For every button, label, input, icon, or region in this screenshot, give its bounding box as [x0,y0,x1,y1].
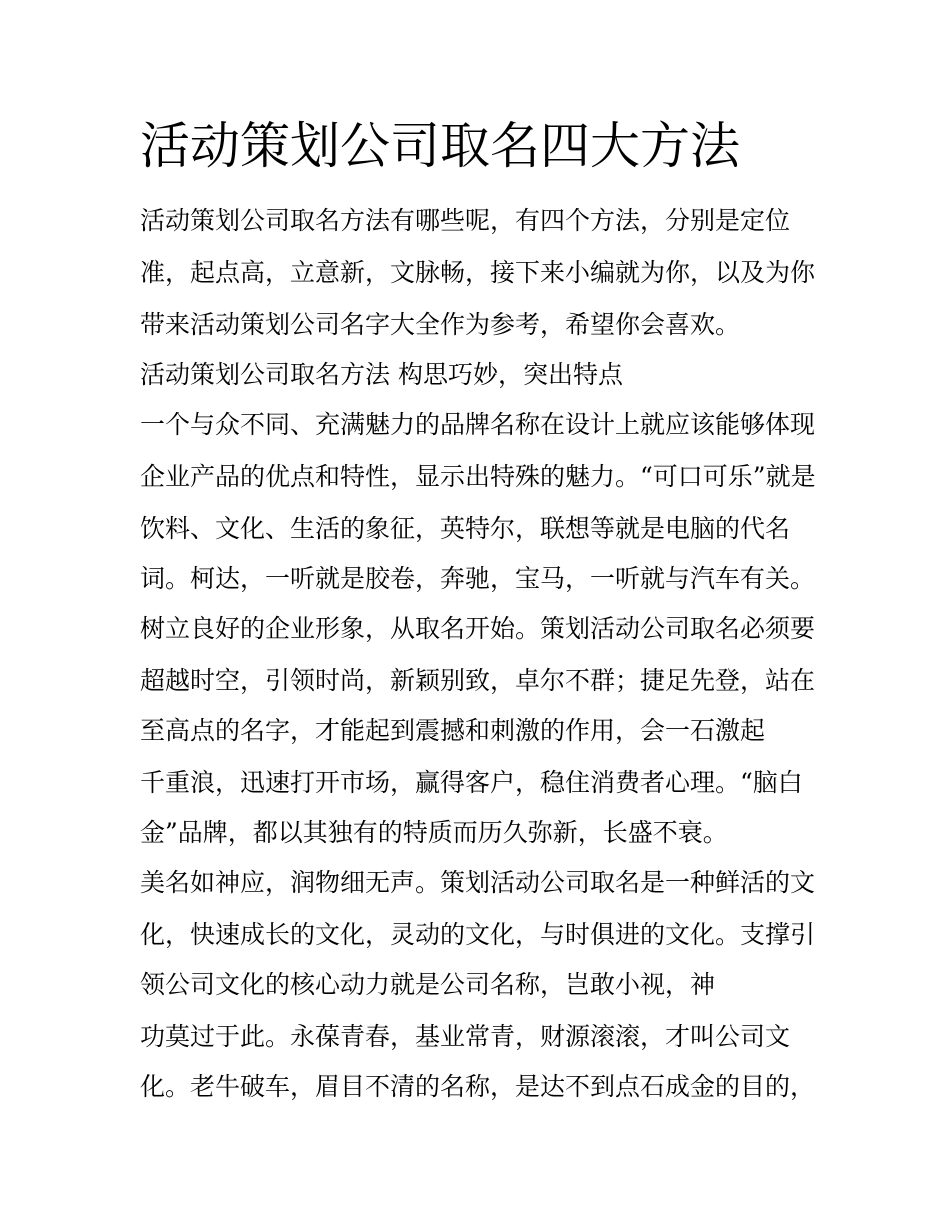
body-line-14: 美名如神应，润物细无声。策划活动公司取名是一种鲜活的文 [140,868,816,897]
body-line-7: 饮料、文化、生活的象征，英特尔，联想等就是电脑的代名 [140,514,791,543]
body-line-6: 企业产品的优点和特性，显示出特殊的魅力。“可口可乐”就是 [140,462,816,491]
body-line-18: 化。老牛破车，眉目不清的名称，是达不到点石成金的目的， [140,1072,816,1101]
body-line-8: 词。柯达，一听就是胶卷，奔驰，宝马，一听就与汽车有关。 [140,564,816,593]
body-line-16: 领公司文化的核心动力就是公司名称，岂敢小视，神 [140,970,716,999]
body-line-17: 功莫过于此。永葆青春，基业常青，财源滚滚，才叫公司文 [140,1022,791,1051]
body-line-3: 带来活动策划公司名字大全作为参考，希望你会喜欢。 [140,310,741,339]
body-line-1: 活动策划公司取名方法有哪些呢，有四个方法，分别是定位 [140,206,791,235]
body-line-12: 千重浪，迅速打开市场，赢得客户，稳住消费者心理。“脑白 [140,768,803,797]
body-line-2: 准，起点高，立意新，文脉畅，接下来小编就为你，以及为你 [140,258,816,287]
document-title: 活动策划公司取名四大方法 [140,117,740,175]
body-line-15: 化，快速成长的文化，灵动的文化，与时俱进的文化。支撑引 [140,920,816,949]
body-line-4: 活动策划公司取名方法 构思巧妙，突出特点 [140,360,623,389]
body-line-9: 树立良好的企业形象，从取名开始。策划活动公司取名必须要 [140,614,816,643]
body-line-11: 至高点的名字，才能起到震撼和刺激的作用，会一石激起 [140,716,766,745]
body-line-5: 一个与众不同、充满魅力的品牌名称在设计上就应该能够体现 [140,410,816,439]
body-line-13: 金”品牌，都以其独有的特质而历久弥新，长盛不衰。 [140,818,728,847]
body-line-10: 超越时空，引领时尚，新颖别致，卓尔不群；捷足先登，站在 [140,666,816,695]
